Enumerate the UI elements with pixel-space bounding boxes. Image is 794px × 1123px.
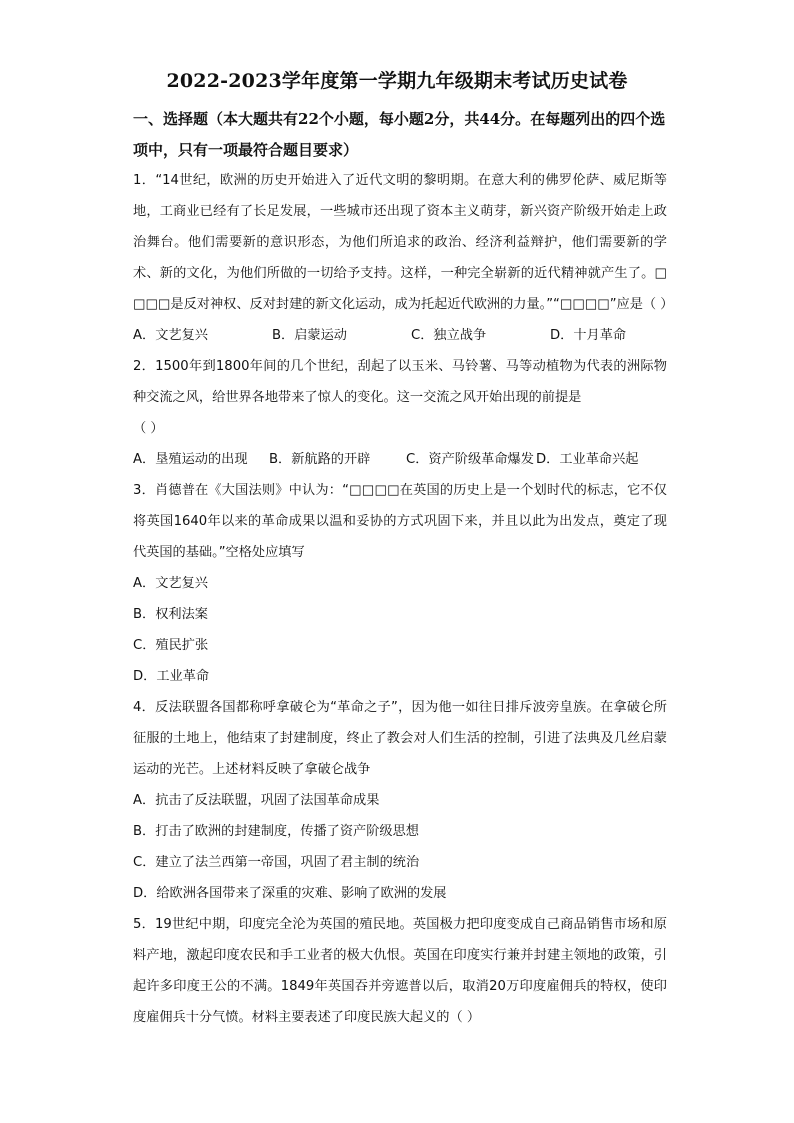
question-2-answer-paren: （ ） bbox=[133, 421, 164, 436]
exam-title: 2022-2023学年度第一学期九年级期末考试历史试卷 bbox=[166, 70, 628, 92]
question-4-option-d[interactable]: D．给欧洲各国带来了深重的灾难、影响了欧洲的发展 bbox=[133, 886, 447, 901]
question-3-option-c[interactable]: C．殖民扩张 bbox=[133, 638, 209, 653]
question-1-option-c[interactable]: C．独立战争 bbox=[411, 328, 487, 343]
question-2-options bbox=[133, 444, 667, 475]
question-4-option-a[interactable]: A．抗击了反法联盟，巩固了法国革命成果 bbox=[133, 793, 380, 808]
question-1-option-b[interactable]: B．启蒙运动 bbox=[272, 328, 347, 343]
question-3-option-b[interactable]: B．权利法案 bbox=[133, 607, 208, 622]
question-4-option-c[interactable]: C．建立了法兰西第一帝国，巩固了君主制的统治 bbox=[133, 855, 420, 870]
question-1-option-d[interactable]: D．十月革命 bbox=[550, 328, 627, 343]
question-2-stem: 2．1500年到1800年间的几个世纪，刮起了以玉米、马铃薯、马等动植物为代表的洲际物种交流之风，给世界各地带来了惊人的变化。这一交流之风开始出现的前提是 bbox=[133, 359, 667, 405]
question-1-options bbox=[133, 320, 667, 351]
question-2-option-a[interactable]: A．垦殖运动的出现 bbox=[133, 452, 248, 467]
section-heading-multiple-choice: 一、选择题（本大题共有22个小题，每小题2分，共44分。在每题列出的四个选项中，只有一项最符合题目要求） bbox=[133, 110, 666, 159]
question-5-stem: 5．19世纪中期，印度完全沦为英国的殖民地。英国极力把印度变成自己商品销售市场和原料产地，激起印度农民和手工业者的极大仇恨。英国在印度实行兼并封建主领地的政策，引起许多印度王公的不满。1849年英国吞并旁遮普以后，取消20万印度雇佣兵的特权，使印度雇佣兵十分气愤。材料主要表述了印度民族大起义的（ ） bbox=[133, 917, 667, 1025]
question-2-option-b[interactable]: B．新航路的开辟 bbox=[269, 452, 371, 467]
question-3-option-a[interactable]: A．文艺复兴 bbox=[133, 576, 208, 591]
question-4-option-b[interactable]: B．打击了欧洲的封建制度，传播了资产阶级思想 bbox=[133, 824, 419, 839]
question-1-option-a[interactable]: A．文艺复兴 bbox=[133, 328, 208, 343]
question-1-stem: 1．“14世纪，欧洲的历史开始进入了近代文明的黎明期。在意大利的佛罗伦萨、威尼斯等地，工商业已经有了长足发展，一些城市还出现了资本主义萌芽，新兴资产阶级开始走上政治舞台。他们需要新的意识形态，为他们所追求的政治、经济利益辩护，他们需要新的学术、新的文化，为他们所做的一切给予支持。这样，一种完全崭新的近代精神就产生了。□□□□是反对神权、反对封建的新文化运动，成为托起近代欧洲的力量。”“□□□□”应是（ ） bbox=[133, 173, 674, 312]
question-3-stem: 3．肖德普在《大国法则》中认为：“□□□□在英国的历史上是一个划时代的标志，它不仅将英国1640年以来的革命成果以温和妥协的方式巩固下来，并且以此为出发点，奠定了现代英国的基础。”空格处应填写 bbox=[133, 483, 667, 560]
question-2-option-c[interactable]: C．资产阶级革命爆发 bbox=[406, 452, 534, 467]
question-2-option-d[interactable]: D．工业革命兴起 bbox=[536, 452, 639, 467]
question-list bbox=[133, 165, 674, 1033]
question-4-stem: 4．反法联盟各国都称呼拿破仑为“革命之子”，因为他一如往日排斥波旁皇族。在拿破仑所征服的土地上，他结束了封建制度，终止了教会对人们生活的控制，引进了法典及几丝启蒙运动的光芒。上述材料反映了拿破仑战争 bbox=[133, 700, 667, 777]
question-3-option-d[interactable]: D．工业革命 bbox=[133, 669, 210, 684]
